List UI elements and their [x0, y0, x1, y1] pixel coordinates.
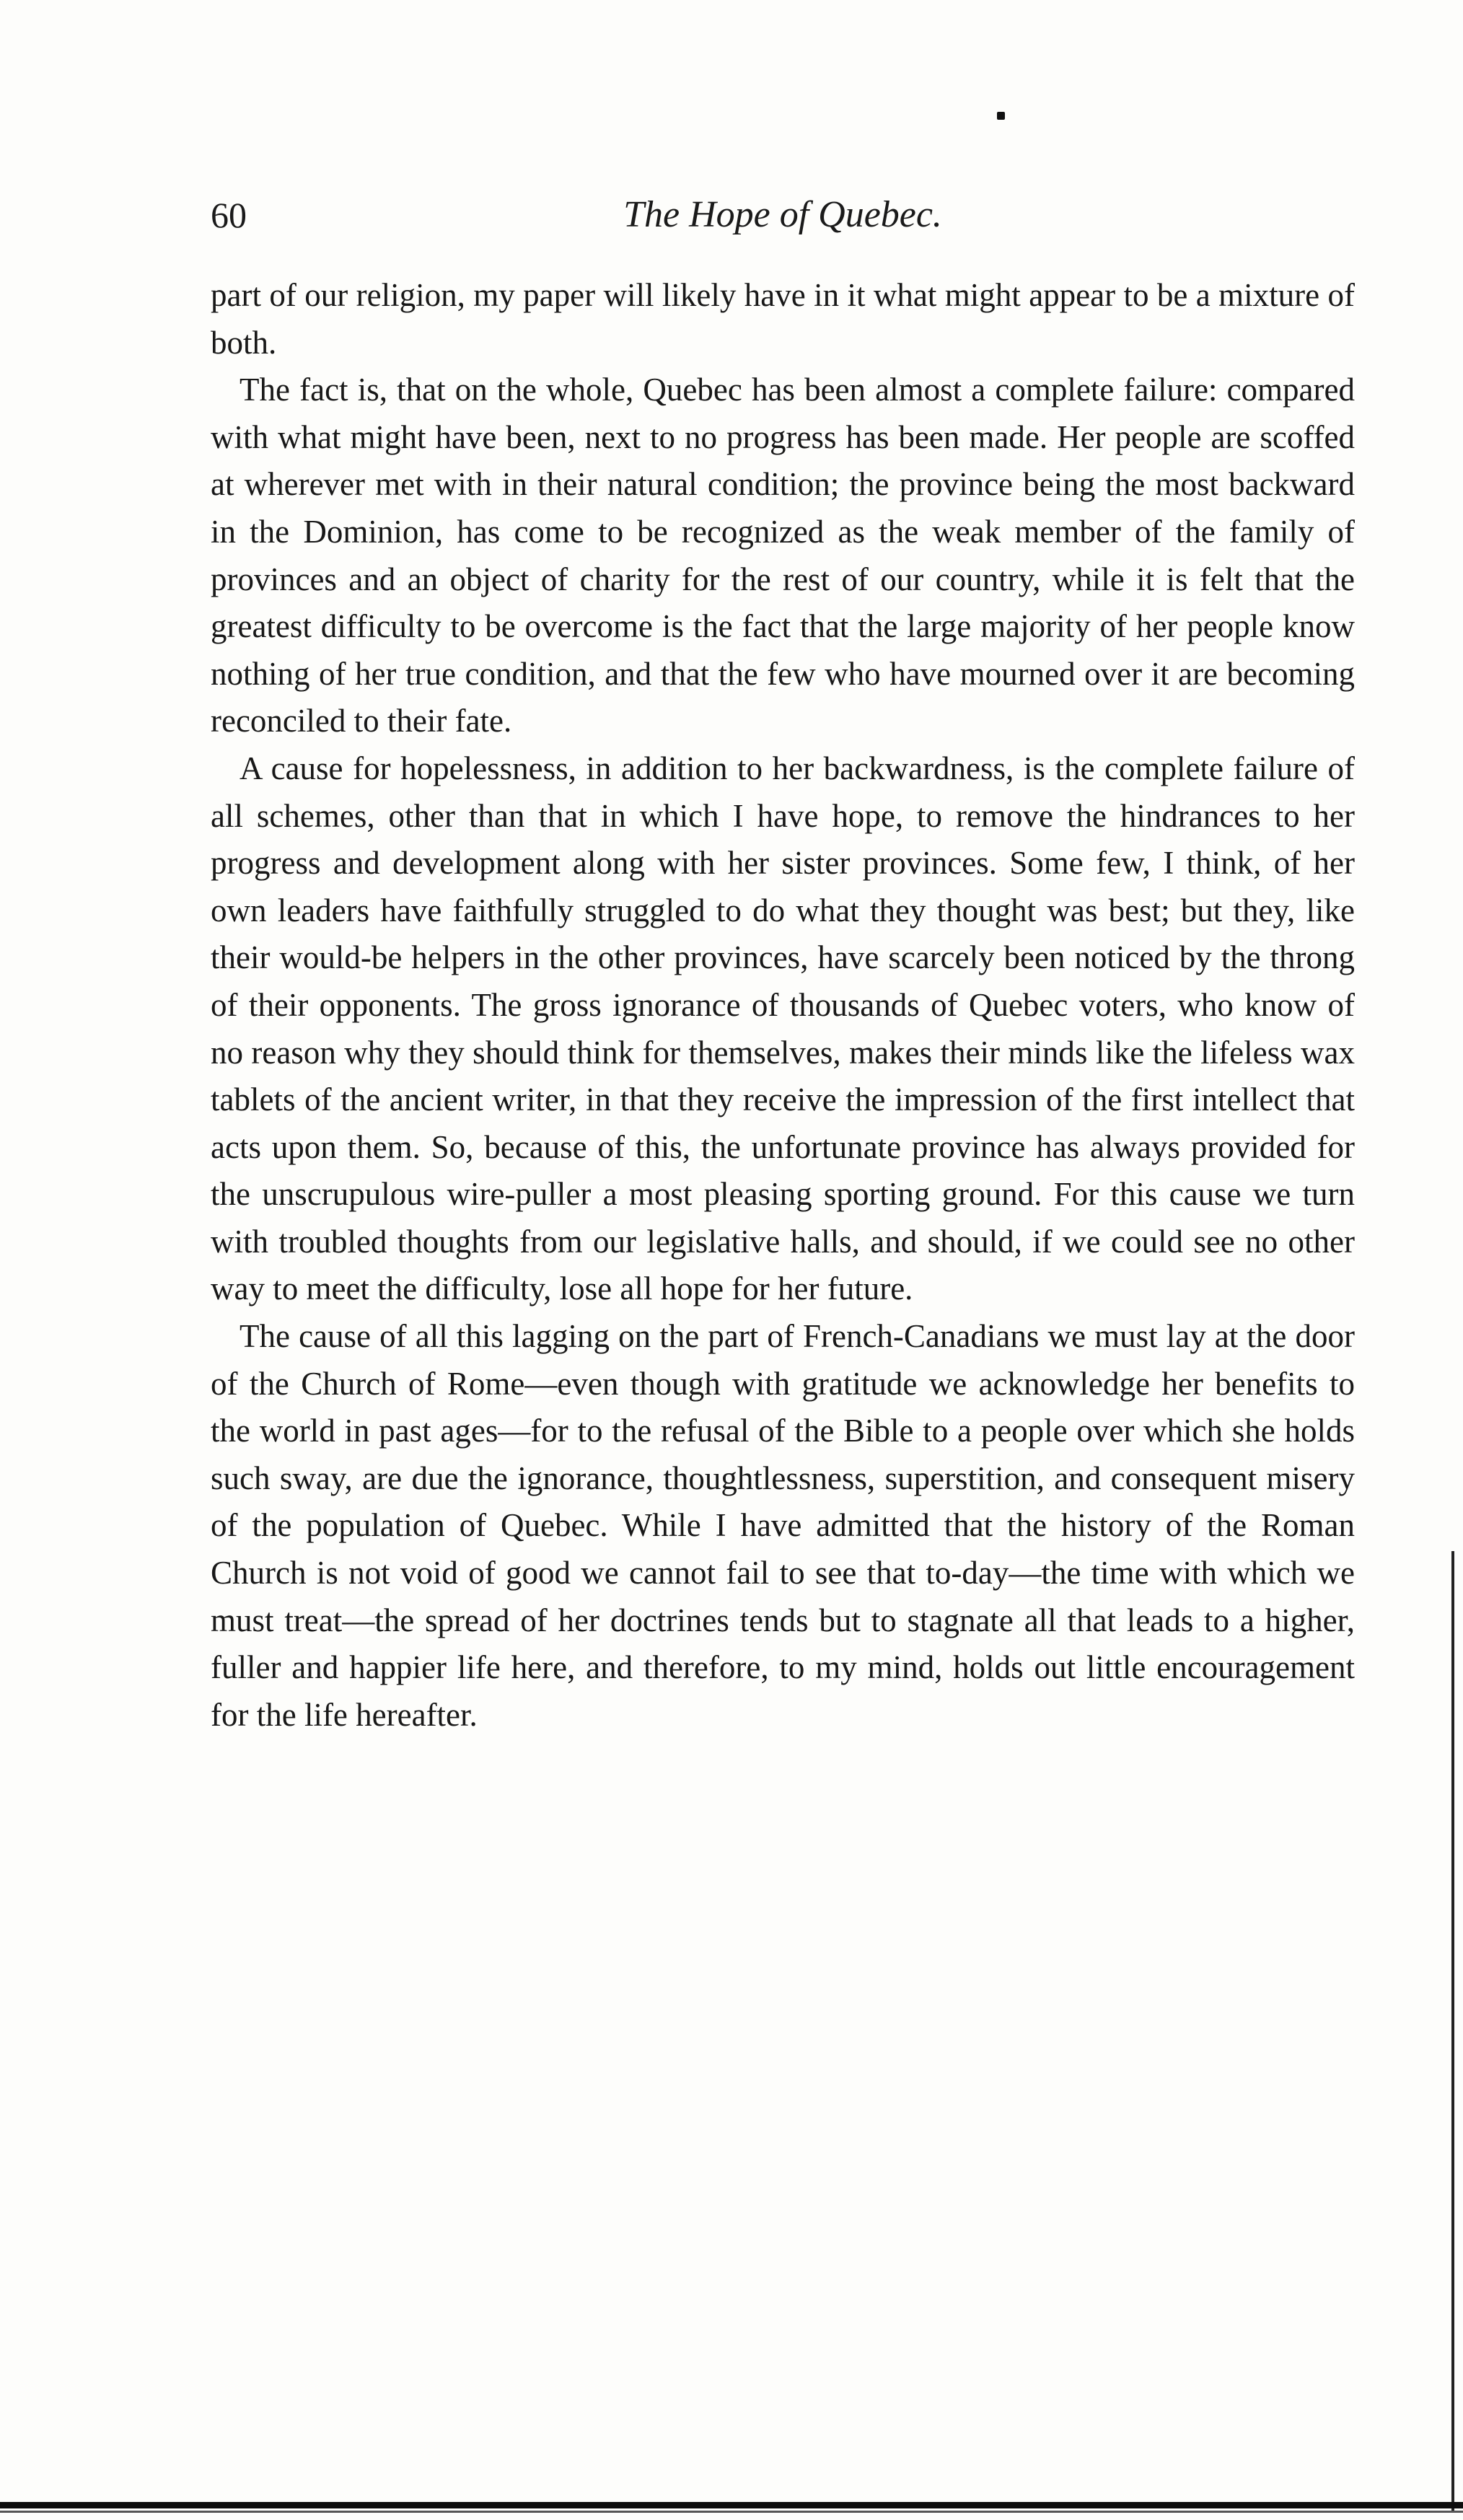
page-edge-shadow — [1451, 1551, 1454, 2511]
paragraph: The cause of all this lagging on the part of French-Canadians we must lay at the door of the Church of Rome—even though with gratitude we acknowledge her benefits to the world in past ages—for to the refusal of the Bible to a people over which she holds such sway, are due the ignorance, thoughtlessness, superstition, and consequent misery of the population of Quebec. While I have admitted that the history of the Roman Church is not void of good we cannot fail to see that to-day—the time with which we must treat—the spread of her doctrines tends but to stagnate all that leads to a higher, fuller and happier life here, and therefore, to my mind, holds out little encouragement for the life hereafter. — [211, 1318, 1355, 1733]
paragraph: The fact is, that on the whole, Quebec has been almost a complete failure: compared with what might have been, next to no progress has been made. Her people are scoffed at wherever met with in their natural condition; the province being the most backward in the Dominion, has come to be recognized as the weak member of the family of provinces and an object of charity for the rest of our country, while it is felt that the greatest difficulty to be overcome is the fact that the large majority of her people know nothing of her true condition, and that the few who have mourned over it are becoming reconciled to their fate. — [211, 372, 1355, 739]
paragraph-continued: part of our religion, my paper will likely have in it what might appear to be a mixture of both. — [211, 277, 1355, 361]
ink-speck — [997, 112, 1005, 120]
page-number: 60 — [211, 195, 247, 235]
scan-bottom-edge-thin — [0, 2511, 1463, 2513]
scan-bottom-edge — [0, 2502, 1463, 2508]
page-header — [211, 186, 1355, 244]
body-text — [211, 272, 1355, 1739]
paragraph: A cause for hopelessness, in addition to her backwardness, is the complete failure of all schemes, other than that in which I have hope, to remove the hindrances to her progress and development along with her sister provinces. Some few, I think, of her own leaders have faithfully struggled to do what they thought was best; but they, like their would-be helpers in the other provinces, have scarcely been noticed by the throng of their opponents. The gross ignorance of thousands of Quebec voters, who know of no reason why they should think for themselves, makes their minds like the lifeless wax tablets of the ancient writer, in that they receive the impression of the first intellect that acts upon them. So, because of this, the unfortunate province has always provided for the unscrupulous wire-puller a most pleasing sporting ground. For this cause we turn with troubled thoughts from our legislative halls, and should, if we could see no other way to meet the difficulty, lose all hope for her future. — [211, 750, 1355, 1307]
running-title: The Hope of Quebec. — [623, 194, 942, 235]
